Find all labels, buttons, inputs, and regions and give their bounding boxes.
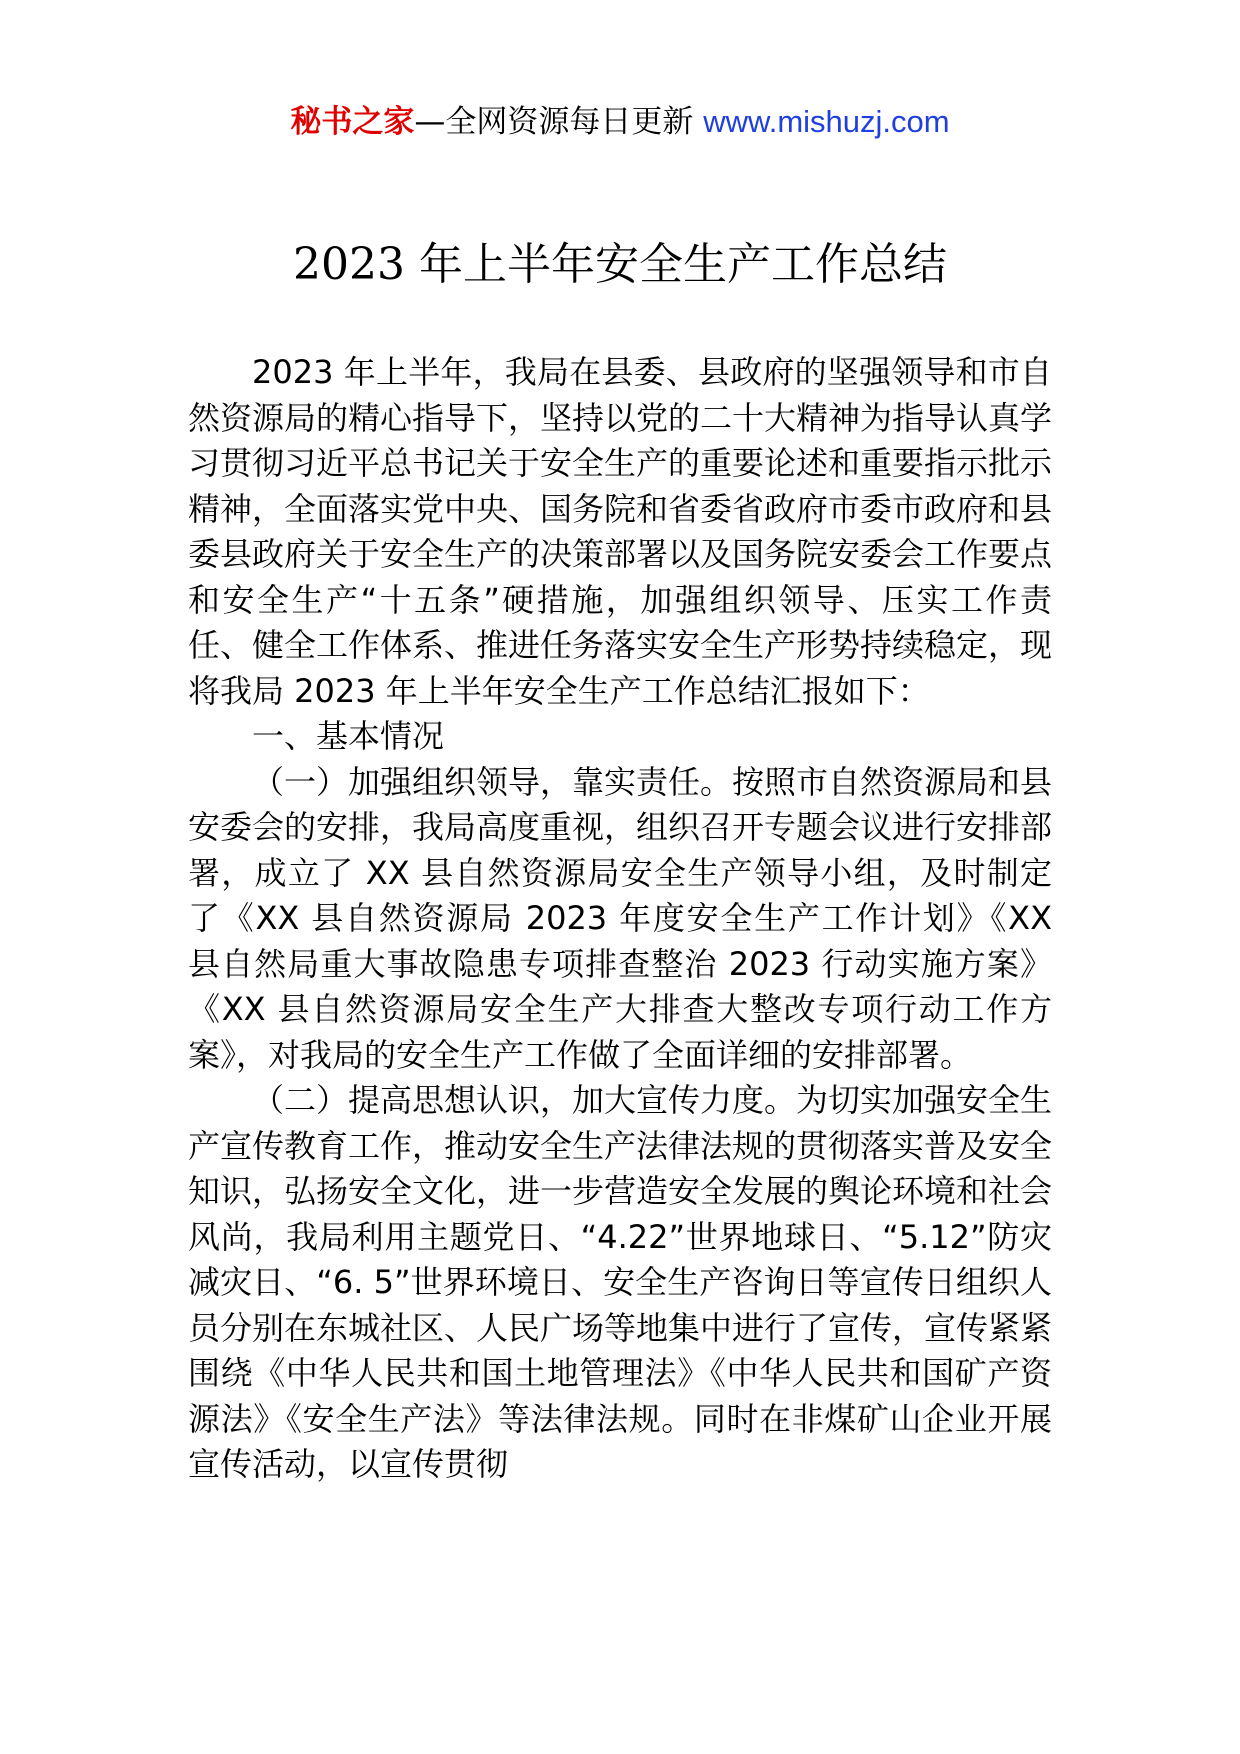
section-heading-basic-situation: 一、基本情况 bbox=[252, 717, 445, 755]
banner-url-link[interactable]: www.mishuzj.com bbox=[703, 104, 950, 139]
paragraph-awareness-publicity: （二）提高思想认识，加大宣传力度。为切实加强安全生产宣传教育工作，推动安全生产法律法规的贯彻落实普及安全知识，弘扬安全文化，进一步营造安全发展的舆论环境和社会风尚，我局利用主题党日、“4.22”世界地球日、“5.12”防灾减灾日、“6. 5”世界环境日、安全生产咨询日等宣传日组织人员分别在东城社区、人民广场等地集中进行了宣传，宣传紧紧围绕《中华人民共和国土地管理法》《中华人民共和国矿产资源法》《安全生产法》等法律法规。同时在非煤矿山企业开展宣传活动，以宣传贯彻 bbox=[188, 1081, 1053, 1483]
intro-paragraph: 2023 年上半年，我局在县委、县政府的坚强领导和市自然资源局的精心指导下，坚持以党的二十大精神为指导认真学习贯彻习近平总书记关于安全生产的重要论述和重要指示批示精神，全面落实党中央、国务院和省委省政府市委市政府和县委县政府关于安全生产的决策部署以及国务院安委会工作要点和安全生产“十五条”硬措施，加强组织领导、压实工作责任、健全工作体系、推进任务落实安全生产形势持续稳定，现将我局 2023 年上半年安全生产工作总结汇报如下： bbox=[188, 353, 1053, 710]
document-title: 2023 年上半年安全生产工作总结 bbox=[293, 239, 947, 290]
banner-brand: 秘书之家 bbox=[290, 104, 415, 140]
banner-tagline: —全网资源每日更新 bbox=[414, 104, 704, 140]
site-banner bbox=[0, 100, 1240, 144]
document-body bbox=[188, 350, 1052, 1488]
paragraph-organization-leadership: （一）加强组织领导，靠实责任。按照市自然资源局和县安委会的安排，我局高度重视，组织召开专题会议进行安排部署，成立了 XX 县自然资源局安全生产领导小组，及时制定了《XX 县自然资源局 2023 年度安全生产工作计划》《XX 县自然局重大事故隐患专项排查整治 2023 行动实施方案》《XX 县自然资源局安全生产大排查大整改专项行动工作方案》，对我局的安全生产工作做了全面详细的安排部署。 bbox=[188, 762, 1053, 1074]
